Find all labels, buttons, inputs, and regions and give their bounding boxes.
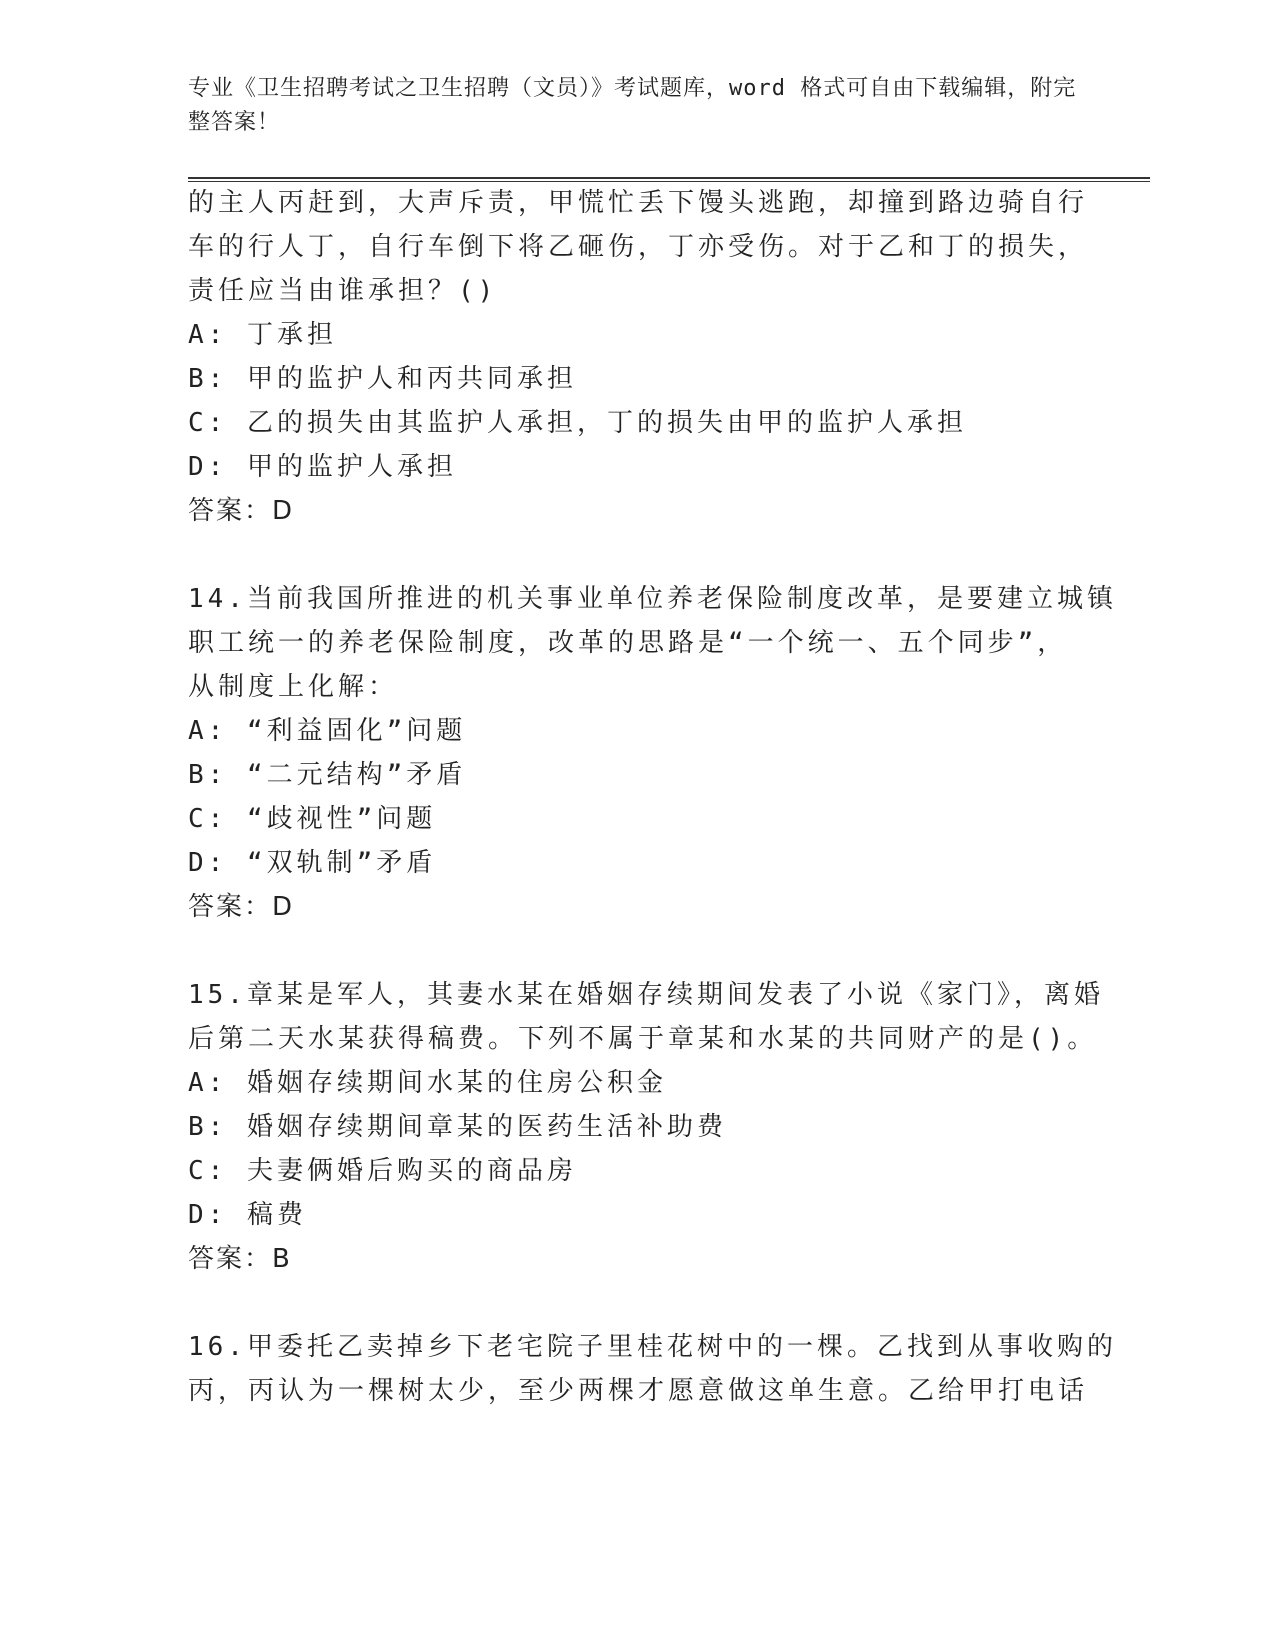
question-14-text-line-3: 从制度上化解： bbox=[188, 672, 399, 702]
header-divider-thin bbox=[188, 181, 1150, 182]
question-13-text-line-1: 的主人丙赶到，大声斥责，甲慌忙丢下馒头逃跑，却撞到路边骑自行 bbox=[188, 188, 1089, 218]
question-13-text-line-2: 车的行人丁，自行车倒下将乙砸伤，丁亦受伤。对于乙和丁的损失， bbox=[188, 232, 1089, 262]
question-15-answer: 答案：B bbox=[188, 1244, 292, 1274]
question-15-text-line-1: 15.章某是军人，其妻水某在婚姻存续期间发表了小说《家门》，离婚 bbox=[188, 980, 1104, 1010]
question-14-answer: 答案：D bbox=[188, 892, 295, 922]
question-15-option-a: A: 婚姻存续期间水某的住房公积金 bbox=[188, 1068, 667, 1098]
header-divider-thick bbox=[188, 177, 1150, 179]
question-13-option-d: D: 甲的监护人承担 bbox=[188, 452, 457, 482]
question-14-option-a: A: “利益固化”问题 bbox=[188, 716, 467, 746]
question-16-text-line-2: 丙，丙认为一棵树太少，至少两棵才愿意做这单生意。乙给甲打电话 bbox=[188, 1376, 1089, 1406]
question-15-option-b: B: 婚姻存续期间章某的医药生活补助费 bbox=[188, 1112, 727, 1142]
question-15-option-c: C: 夫妻俩婚后购买的商品房 bbox=[188, 1156, 577, 1186]
question-14-option-c: C: “歧视性”问题 bbox=[188, 804, 437, 834]
question-13-option-b: B: 甲的监护人和丙共同承担 bbox=[188, 364, 577, 394]
question-14-option-b: B: “二元结构”矛盾 bbox=[188, 760, 467, 790]
question-15-option-d: D: 稿费 bbox=[188, 1200, 307, 1230]
question-15-text-line-2: 后第二天水某获得稿费。下列不属于章某和水某的共同财产的是()。 bbox=[188, 1024, 1098, 1054]
question-13-answer: 答案：D bbox=[188, 496, 295, 526]
question-14-text-line-2: 职工统一的养老保险制度，改革的思路是“一个统一、五个同步”， bbox=[188, 628, 1068, 658]
question-13-option-c: C: 乙的损失由其监护人承担，丁的损失由甲的监护人承担 bbox=[188, 408, 967, 438]
document-header: 专业《卫生招聘考试之卫生招聘（文员）》考试题库，word 格式可自由下载编辑，附完整答案！ bbox=[188, 76, 1077, 135]
question-13-option-a: A: 丁承担 bbox=[188, 320, 337, 350]
question-14-text-line-1: 14.当前我国所推进的机关事业单位养老保险制度改革，是要建立城镇 bbox=[188, 584, 1117, 614]
question-16-text-line-1: 16.甲委托乙卖掉乡下老宅院子里桂花树中的一棵。乙找到从事收购的 bbox=[188, 1332, 1117, 1362]
question-13-text-line-3: 责任应当由谁承担？() bbox=[188, 276, 498, 306]
question-14-option-d: D: “双轨制”矛盾 bbox=[188, 848, 437, 878]
